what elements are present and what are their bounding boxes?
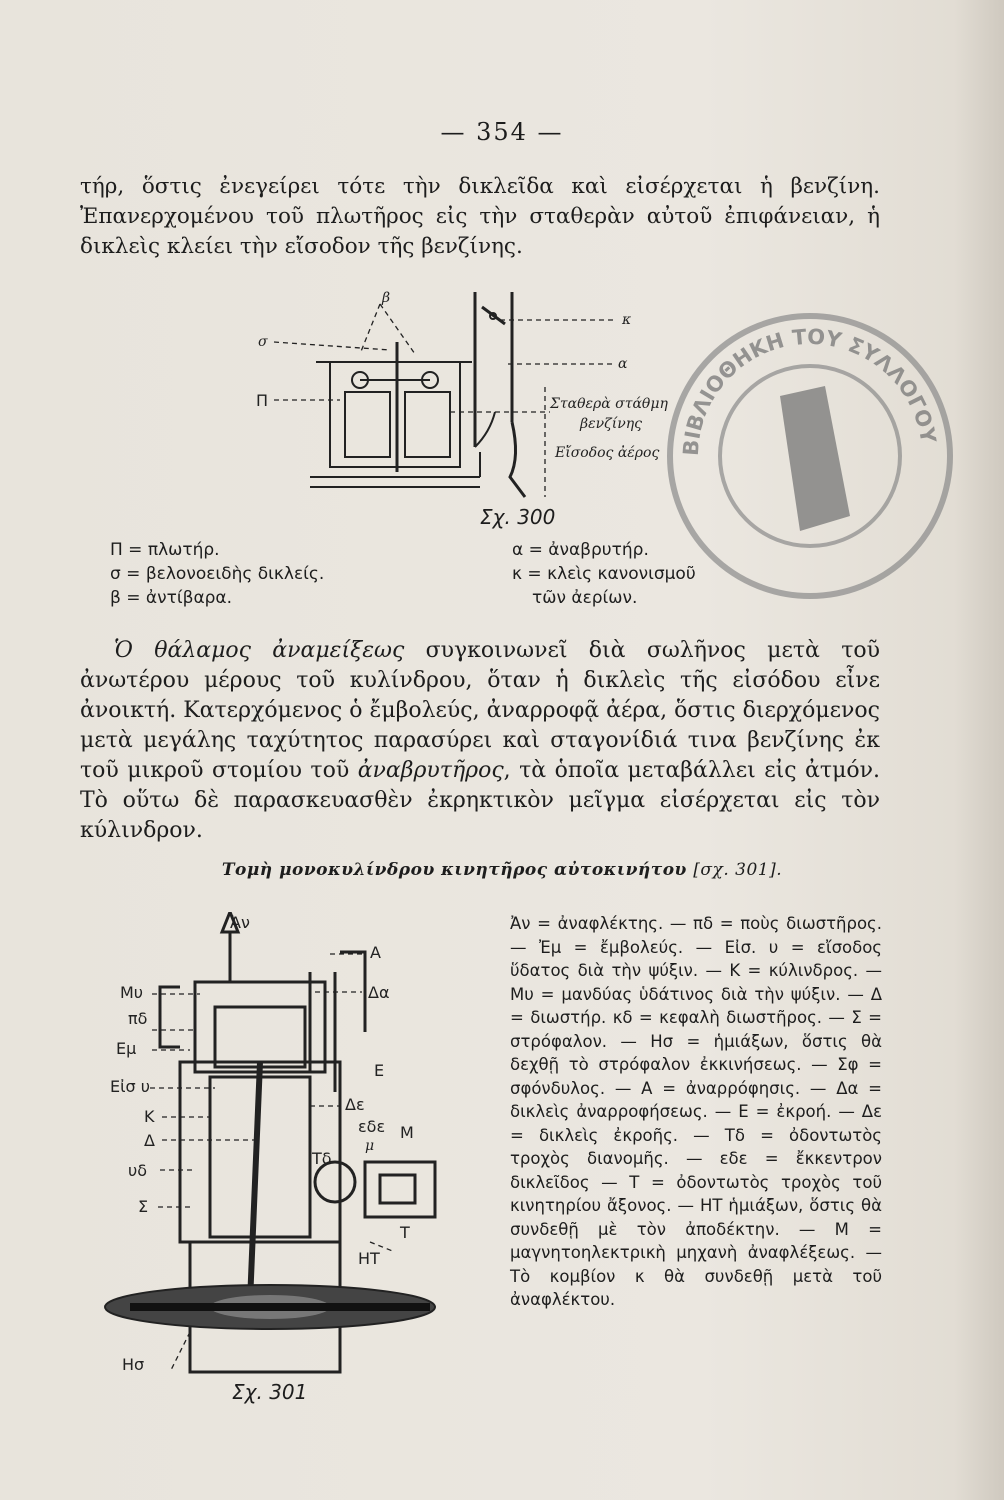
- paragraph-2-italic-lead: Ὁ θάλαμος ἀναμείξεως: [114, 638, 405, 663]
- figure-301-title-ref: [σχ. 301].: [693, 860, 783, 880]
- fig300-label-pi: Π: [256, 391, 269, 410]
- fig301-label-S: Σ: [138, 1197, 149, 1216]
- fig301-label-A: Α: [370, 943, 381, 962]
- fig301-label-Em: Εμ: [116, 1039, 137, 1058]
- figure-301-title-text: Τομὴ μονοκυλίνδρου κινητῆρος αὐτοκινήτου: [221, 860, 687, 880]
- fig301-label-Delta-e: Δε: [345, 1095, 365, 1114]
- legend-line: τῶν ἀερίων.: [532, 588, 638, 608]
- magneto: [365, 1162, 435, 1217]
- float-right: [405, 392, 450, 457]
- library-stamp: [660, 306, 960, 606]
- figure-300-caption: Σχ. 300: [480, 505, 556, 529]
- fig301-label-ud: υδ: [128, 1161, 148, 1180]
- fig300-label-sigma: σ: [258, 334, 268, 350]
- fig300-label-alpha: α: [618, 356, 628, 372]
- paragraph-2-text: [80, 636, 880, 846]
- connecting-rod: [250, 1062, 260, 1302]
- fig300-label-kappa: κ: [622, 312, 632, 328]
- fig300-label-benzine: βενζίνης: [580, 416, 642, 432]
- fig301-label-Eis-u: Εἰσ υ: [110, 1077, 151, 1096]
- fig301-label-Td: Τδ: [312, 1149, 332, 1168]
- figure-301-diagram: [100, 912, 500, 1382]
- figure-301-title: [0, 860, 1004, 880]
- float-chamber: [330, 362, 460, 467]
- fig301-label-Hs: Ησ: [122, 1355, 145, 1374]
- fig301-label-T: Τ: [400, 1223, 410, 1242]
- paragraph-2: [80, 636, 880, 846]
- legend-line: α = ἀναβρυτήρ.: [512, 540, 649, 560]
- page-number: — 354 —: [440, 118, 564, 146]
- fig300-label-beta: β: [382, 290, 391, 306]
- fig301-label-E: Ε: [374, 1061, 385, 1080]
- legend-line: β = ἀντίβαρα.: [110, 588, 233, 608]
- stamp-text: ΒΙΒΛΙΟΘΗΚΗ ΤΟΥ ΣΥΛΛΟΓΟΥ: [678, 324, 941, 457]
- fig301-label-pd: πδ: [128, 1009, 148, 1028]
- legend-line: κ = κλεὶς κανονισμοῦ: [512, 564, 696, 584]
- fig301-label-HT: ΗΤ: [358, 1249, 380, 1268]
- fig301-label-An: Ἀν: [230, 913, 250, 932]
- figure-301-caption: Σχ. 301: [232, 1380, 308, 1404]
- legend-line: Π = πλωτήρ.: [110, 540, 220, 560]
- piston: [215, 1007, 305, 1067]
- fig300-label-air: Εἴσοδος ἀέρος: [555, 445, 660, 461]
- paragraph-1-text: τήρ, ὅστις ἐνεγείρει τότε τὴν δικλεῖδα καὶ εἰσέρχεται ἡ βενζίνη. Ἐπανερχομένου τοῦ πλωτῆρος εἰς τὴν σταθερὰν αὐτοῦ ἐπιφάνειαν, ἡ δικλεὶς κλείει τὴν εἴσοδον τῆς βενζίνης.: [80, 174, 880, 259]
- fig301-label-K: Κ: [144, 1107, 155, 1126]
- fig301-label-mu: μ: [365, 1138, 375, 1154]
- fig301-label-Delta-a: Δα: [368, 983, 390, 1002]
- stamp-emblem: [780, 386, 850, 531]
- float-left: [345, 392, 390, 457]
- distribution-gear: [315, 1162, 355, 1202]
- figure-301-legend: Ἀν = ἀναφλέκτης. — πδ = ποὺς διωστῆρος. — Ἐμ = ἔμβολεύς. — Εἰσ. υ = εἴσοδος ὕδατος διὰ τὴν ψύξιν. — Κ = κύλινδρος. — Μυ = μανδύας ὑδάτινος διὰ τὴν ψύξιν. — Δ = διωστήρ. κδ = κεφαλὴ διωστῆρος. — Σ = στρόφαλον. — Ησ = ἡμιάξων, ὅστις θὰ δεχθῇ τὸ στρόφαλον ἐκκινήσεως. — Σφ = σφόνδυλος. — Α = ἀναρρόφησις. — Δα = δικλεὶς ἀναρροφήσεως. — Ε = ἐκροή. — Δε = δικλεὶς ἐκροῆς. — Τδ = ὀδοντωτὸς τροχὸς διανομῆς. — εδε = ἔκκεντρον δικλεῖδος — Τ = ὀδοντωτὸς τροχὸς τοῦ κινητηρίου ἄξονος. — ΗΤ ἡμιάξων, ὅστις θὰ συνδεθῇ μὲ τὸν ἀποδέκτην. — Μ = μαγνητοηλεκτρικὴ μηχανὴ ἀναφλέξεως. — Τὸ κομβίον κ θὰ συνδεθῇ μετὰ τοῦ ἀναφλέκτου.: [510, 914, 882, 1309]
- fig300-label-level: Σταθερὰ στάθμη: [550, 396, 668, 412]
- fig301-label-My: Μυ: [120, 983, 144, 1002]
- paragraph-2-part1: συγκοινωνεῖ διὰ σωλῆνος μετὰ τοῦ ἀνωτέρου μέρους τοῦ κυλίνδρου, ὅταν ἡ δικλεὶς τῆς εἰσόδου εἶνε ἀνοικτή. Κατερχόμενος ὁ ἔμβολεύς, ἀναρροφᾷ ἀέρα, ὅστις διερχόμενος μετὰ μεγάλης ταχύτητος παρασύρει καὶ σταγονίδιά τινα βενζίνης ἐκ τοῦ μικροῦ στομίου τοῦ: [80, 638, 880, 783]
- fig301-label-M: Μ: [400, 1123, 414, 1142]
- paragraph-2-italic-word: ἀναβρυτῆρος: [357, 758, 504, 783]
- legend-line: σ = βελονοειδὴς δικλείς.: [110, 564, 325, 584]
- paragraph-2-part2: , τὰ ὁποῖα μεταβάλλει εἰς ἀτμόν. Τὸ οὕτω δὲ παρασκευασθὲν ἐκρηκτικὸν μεῖγμα εἰσέρχεται εἰς τὸν κύλινδρον.: [80, 758, 880, 843]
- paragraph-1: [80, 172, 880, 262]
- fig301-label-Delta: Δ: [144, 1131, 155, 1150]
- figure-300-legend-left: [110, 538, 324, 610]
- figure-300-diagram: [250, 282, 670, 532]
- fig301-label-ede: εδε: [358, 1117, 386, 1136]
- throttle-key: [482, 307, 505, 324]
